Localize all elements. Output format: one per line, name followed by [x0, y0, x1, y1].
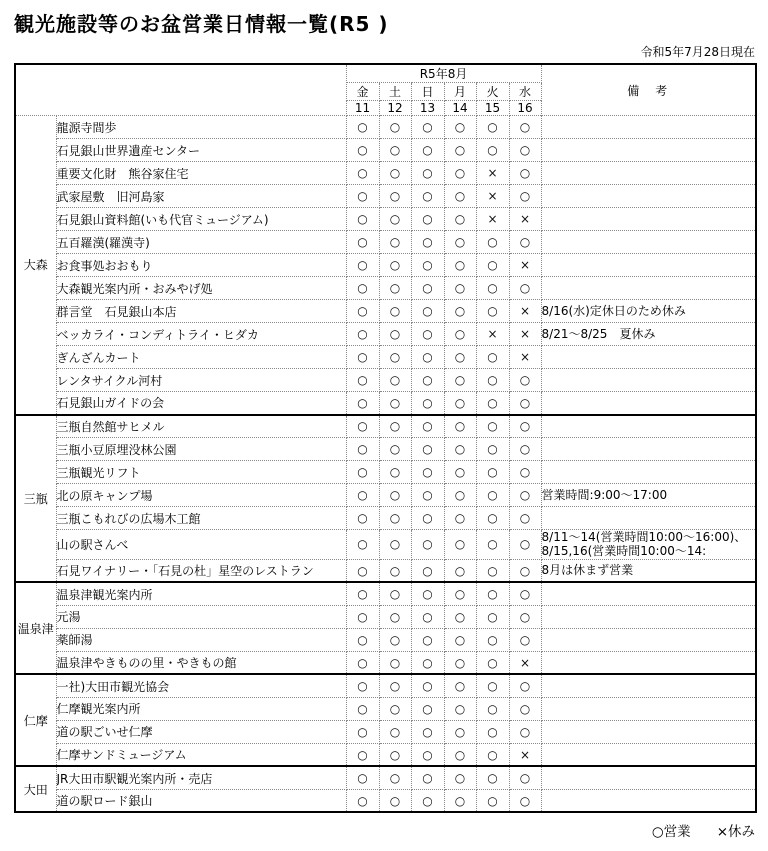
day-mark-cell: ○: [346, 605, 379, 628]
remark-cell: 8月は休まず営業: [541, 559, 756, 582]
day-mark-cell: ○: [346, 484, 379, 507]
facility-row: [15, 766, 756, 789]
area-cell: 温泉津: [15, 582, 56, 674]
facility-name-cell: 一社)大田市観光協会: [56, 674, 346, 697]
day-mark-cell: ○: [476, 766, 509, 789]
day-mark-cell: ×: [509, 254, 541, 277]
remark-cell: [541, 697, 756, 720]
day-mark-cell: ×: [509, 323, 541, 346]
day-mark-cell: ○: [379, 697, 411, 720]
facility-name-cell: 三瓶小豆原埋没林公園: [56, 438, 346, 461]
remark-cell: [541, 743, 756, 766]
facility-row: [15, 231, 756, 254]
day-mark-cell: ○: [379, 323, 411, 346]
day-mark-cell: ○: [444, 789, 476, 812]
day-mark-cell: ○: [444, 507, 476, 530]
day-mark-cell: ○: [476, 139, 509, 162]
day-mark-cell: ○: [444, 559, 476, 582]
facility-row: [15, 697, 756, 720]
legend: [14, 820, 755, 840]
day-mark-cell: ○: [509, 674, 541, 697]
remark-cell: 営業時間:9:00～17:00: [541, 484, 756, 507]
remark-cell: [541, 254, 756, 277]
day-mark-cell: ○: [379, 162, 411, 185]
day-mark-cell: ○: [476, 277, 509, 300]
day-number-cell: 11: [346, 101, 379, 116]
facility-name-cell: 石見銀山資料館(いも代官ミュージアム): [56, 208, 346, 231]
day-mark-cell: ○: [444, 461, 476, 484]
day-mark-cell: ○: [346, 254, 379, 277]
facility-name-cell: 仁摩サンドミュージアム: [56, 743, 346, 766]
business-days-table: [14, 63, 757, 813]
day-mark-cell: ○: [346, 415, 379, 438]
day-mark-cell: ○: [509, 789, 541, 812]
facility-row: [15, 484, 756, 507]
day-mark-cell: ○: [379, 116, 411, 139]
day-mark-cell: ○: [476, 605, 509, 628]
remark-cell: [541, 720, 756, 743]
day-mark-cell: ○: [476, 507, 509, 530]
day-mark-cell: ○: [411, 743, 444, 766]
day-name-cell: 水: [509, 83, 541, 101]
day-mark-cell: ○: [346, 116, 379, 139]
legend-closed: ×休み: [716, 824, 755, 841]
day-mark-cell: ○: [444, 743, 476, 766]
day-mark-cell: ○: [346, 582, 379, 605]
day-mark-cell: ○: [476, 438, 509, 461]
day-mark-cell: ○: [379, 605, 411, 628]
day-mark-cell: ○: [509, 415, 541, 438]
day-mark-cell: ○: [379, 484, 411, 507]
facility-row: [15, 720, 756, 743]
facility-row: [15, 392, 756, 415]
day-mark-cell: ○: [346, 674, 379, 697]
remark-cell: [541, 231, 756, 254]
day-mark-cell: ○: [509, 766, 541, 789]
day-mark-cell: ○: [411, 720, 444, 743]
facility-row: [15, 507, 756, 530]
facility-row: [15, 605, 756, 628]
facility-row: [15, 651, 756, 674]
day-mark-cell: ○: [346, 185, 379, 208]
day-mark-cell: ○: [411, 254, 444, 277]
day-mark-cell: ○: [444, 628, 476, 651]
day-number-cell: 14: [444, 101, 476, 116]
day-mark-cell: ○: [379, 507, 411, 530]
page-title: 観光施設等のお盆営業日情報一覧(R5 ): [14, 12, 389, 36]
day-mark-cell: ○: [509, 162, 541, 185]
remark-cell: 8/16(水)定休日のため休み: [541, 300, 756, 323]
facility-name-cell: 北の原キャンプ場: [56, 484, 346, 507]
day-mark-cell: ○: [411, 438, 444, 461]
day-mark-cell: ○: [476, 484, 509, 507]
facility-name-cell: 大森観光案内所・おみやげ処: [56, 277, 346, 300]
day-mark-cell: ○: [379, 139, 411, 162]
remark-cell: [541, 116, 756, 139]
day-mark-cell: ○: [444, 369, 476, 392]
day-mark-cell: ○: [411, 674, 444, 697]
day-mark-cell: ○: [444, 300, 476, 323]
day-mark-cell: ○: [346, 323, 379, 346]
day-mark-cell: ○: [476, 651, 509, 674]
facility-row: [15, 461, 756, 484]
day-mark-cell: ×: [509, 300, 541, 323]
day-mark-cell: ○: [411, 582, 444, 605]
day-mark-cell: ○: [444, 346, 476, 369]
day-mark-cell: ○: [379, 743, 411, 766]
facility-row: [15, 789, 756, 812]
day-mark-cell: ○: [444, 392, 476, 415]
day-mark-cell: ○: [444, 208, 476, 231]
day-mark-cell: ○: [444, 720, 476, 743]
day-mark-cell: ○: [476, 530, 509, 560]
facility-name-cell: 石見銀山ガイドの会: [56, 392, 346, 415]
day-mark-cell: ○: [444, 766, 476, 789]
facility-row: [15, 415, 756, 438]
facility-row: [15, 530, 756, 560]
facility-row: [15, 674, 756, 697]
day-mark-cell: ○: [444, 139, 476, 162]
remark-cell: [541, 438, 756, 461]
day-mark-cell: ×: [476, 208, 509, 231]
day-mark-cell: ○: [411, 530, 444, 560]
day-mark-cell: ○: [476, 415, 509, 438]
facility-name-cell: 山の駅さんべ: [56, 530, 346, 560]
day-mark-cell: ○: [379, 766, 411, 789]
facility-row: [15, 628, 756, 651]
facility-name-cell: JR大田市駅観光案内所・売店: [56, 766, 346, 789]
day-mark-cell: ○: [509, 277, 541, 300]
day-mark-cell: ○: [346, 139, 379, 162]
table-body: [15, 116, 756, 813]
day-number-cell: 12: [379, 101, 411, 116]
facility-row: [15, 743, 756, 766]
day-mark-cell: ○: [379, 582, 411, 605]
day-mark-cell: ○: [509, 507, 541, 530]
day-mark-cell: ○: [346, 231, 379, 254]
day-mark-cell: ○: [476, 720, 509, 743]
day-mark-cell: ○: [379, 369, 411, 392]
day-mark-cell: ○: [476, 743, 509, 766]
day-mark-cell: ○: [411, 231, 444, 254]
day-mark-cell: ×: [509, 743, 541, 766]
day-mark-cell: ○: [411, 346, 444, 369]
day-mark-cell: ○: [476, 369, 509, 392]
facility-name-cell: 群言堂 石見銀山本店: [56, 300, 346, 323]
day-mark-cell: ○: [509, 231, 541, 254]
facility-row: [15, 559, 756, 582]
day-mark-cell: ○: [411, 628, 444, 651]
day-mark-cell: ○: [444, 231, 476, 254]
day-mark-cell: ○: [476, 392, 509, 415]
facility-name-cell: 元湯: [56, 605, 346, 628]
day-mark-cell: ×: [476, 323, 509, 346]
remark-cell: [541, 208, 756, 231]
day-mark-cell: ○: [379, 720, 411, 743]
day-mark-cell: ○: [411, 651, 444, 674]
day-mark-cell: ○: [379, 208, 411, 231]
day-mark-cell: ○: [379, 254, 411, 277]
remark-cell: [541, 605, 756, 628]
day-mark-cell: ○: [509, 484, 541, 507]
day-mark-cell: ○: [509, 369, 541, 392]
facility-row: [15, 277, 756, 300]
day-mark-cell: ○: [509, 185, 541, 208]
day-mark-cell: ○: [444, 530, 476, 560]
day-mark-cell: ○: [346, 766, 379, 789]
remark-cell: [541, 789, 756, 812]
facility-row: [15, 185, 756, 208]
facility-row: [15, 300, 756, 323]
remark-cell: [541, 369, 756, 392]
facility-name-cell: 道の駅ごいせ仁摩: [56, 720, 346, 743]
area-cell: 三瓶: [15, 415, 56, 583]
facility-name-cell: 武家屋敷 旧河島家: [56, 185, 346, 208]
day-name-cell: 日: [411, 83, 444, 101]
day-mark-cell: ○: [509, 582, 541, 605]
day-mark-cell: ○: [444, 674, 476, 697]
facility-name-cell: 仁摩観光案内所: [56, 697, 346, 720]
day-mark-cell: ○: [444, 651, 476, 674]
day-mark-cell: ○: [444, 415, 476, 438]
day-mark-cell: ×: [509, 651, 541, 674]
remark-cell: [541, 582, 756, 605]
facility-name-cell: ぎんざんカート: [56, 346, 346, 369]
facility-name-cell: 道の駅ロード銀山: [56, 789, 346, 812]
day-mark-cell: ○: [346, 369, 379, 392]
day-mark-cell: ○: [411, 484, 444, 507]
day-name-cell: 金: [346, 83, 379, 101]
remark-cell: [541, 651, 756, 674]
facility-row: [15, 438, 756, 461]
day-mark-cell: ○: [379, 415, 411, 438]
day-mark-cell: ○: [379, 628, 411, 651]
remark-cell: [541, 415, 756, 438]
facility-row: [15, 323, 756, 346]
facility-name-cell: 五百羅漢(羅漢寺): [56, 231, 346, 254]
day-mark-cell: ×: [509, 346, 541, 369]
day-mark-cell: ○: [379, 789, 411, 812]
day-mark-cell: ○: [411, 461, 444, 484]
facility-name-cell: 石見ワイナリー・「石見の杜」星空のレストラン: [56, 559, 346, 582]
day-mark-cell: ○: [346, 559, 379, 582]
facility-row: [15, 139, 756, 162]
corner-cell: [15, 64, 346, 116]
remark-cell: [541, 766, 756, 789]
day-mark-cell: ×: [476, 162, 509, 185]
month-header: R5年8月: [346, 64, 541, 83]
header-row-month: [15, 64, 756, 83]
day-mark-cell: ○: [379, 392, 411, 415]
remark-cell: [541, 185, 756, 208]
facility-row: [15, 254, 756, 277]
facility-row: [15, 369, 756, 392]
day-mark-cell: ○: [444, 605, 476, 628]
day-mark-cell: ○: [444, 162, 476, 185]
day-name-cell: 月: [444, 83, 476, 101]
day-mark-cell: ○: [411, 185, 444, 208]
day-mark-cell: ○: [476, 461, 509, 484]
day-mark-cell: ○: [509, 530, 541, 560]
remark-cell: [541, 392, 756, 415]
day-mark-cell: ○: [444, 582, 476, 605]
day-mark-cell: ○: [476, 231, 509, 254]
day-mark-cell: ○: [346, 438, 379, 461]
area-cell: 大森: [15, 116, 56, 415]
day-mark-cell: ○: [346, 392, 379, 415]
day-mark-cell: ○: [411, 300, 444, 323]
day-mark-cell: ○: [444, 438, 476, 461]
day-mark-cell: ○: [509, 559, 541, 582]
facility-row: [15, 582, 756, 605]
day-mark-cell: ○: [346, 697, 379, 720]
day-mark-cell: ○: [509, 139, 541, 162]
day-mark-cell: ○: [411, 277, 444, 300]
facility-name-cell: お食事処おおもり: [56, 254, 346, 277]
remark-cell: [541, 162, 756, 185]
day-mark-cell: ○: [411, 697, 444, 720]
day-number-cell: 13: [411, 101, 444, 116]
area-cell: 仁摩: [15, 674, 56, 766]
day-mark-cell: ○: [444, 697, 476, 720]
day-mark-cell: ○: [476, 674, 509, 697]
as-of-date: 令和5年7月28日現在: [640, 45, 755, 59]
facility-row: [15, 208, 756, 231]
facility-name-cell: レンタサイクル河村: [56, 369, 346, 392]
day-mark-cell: ○: [509, 438, 541, 461]
day-mark-cell: ○: [476, 116, 509, 139]
facility-name-cell: 重要文化財 熊谷家住宅: [56, 162, 346, 185]
day-mark-cell: ○: [379, 231, 411, 254]
day-mark-cell: ○: [379, 185, 411, 208]
remarks-header: 備 考: [541, 64, 756, 116]
day-mark-cell: ○: [509, 720, 541, 743]
day-number-cell: 16: [509, 101, 541, 116]
day-mark-cell: ○: [509, 697, 541, 720]
day-name-cell: 土: [379, 83, 411, 101]
day-mark-cell: ○: [476, 697, 509, 720]
facility-name-cell: 三瓶自然館サヒメル: [56, 415, 346, 438]
day-mark-cell: ○: [379, 438, 411, 461]
day-mark-cell: ○: [411, 392, 444, 415]
day-mark-cell: ○: [411, 605, 444, 628]
day-mark-cell: ○: [444, 116, 476, 139]
day-mark-cell: ○: [346, 346, 379, 369]
day-mark-cell: ○: [476, 559, 509, 582]
remark-cell: [541, 139, 756, 162]
remark-cell: [541, 674, 756, 697]
day-mark-cell: ○: [476, 300, 509, 323]
day-mark-cell: ○: [509, 116, 541, 139]
day-mark-cell: ○: [346, 300, 379, 323]
day-mark-cell: ○: [379, 674, 411, 697]
day-mark-cell: ○: [411, 162, 444, 185]
day-mark-cell: ○: [411, 208, 444, 231]
day-mark-cell: ○: [379, 346, 411, 369]
area-cell: 大田: [15, 766, 56, 812]
remark-cell: 8/21～8/25 夏休み: [541, 323, 756, 346]
day-mark-cell: ○: [509, 392, 541, 415]
day-mark-cell: ○: [411, 116, 444, 139]
day-mark-cell: ○: [411, 415, 444, 438]
facility-name-cell: ベッカライ・コンディトライ・ヒダカ: [56, 323, 346, 346]
facility-name-cell: 薬師湯: [56, 628, 346, 651]
day-mark-cell: ○: [346, 743, 379, 766]
day-mark-cell: ○: [346, 651, 379, 674]
facility-row: [15, 346, 756, 369]
day-mark-cell: ○: [379, 461, 411, 484]
day-mark-cell: ○: [346, 507, 379, 530]
facility-name-cell: 龍源寺間歩: [56, 116, 346, 139]
day-mark-cell: ○: [346, 720, 379, 743]
day-mark-cell: ○: [476, 254, 509, 277]
legend-open: ○営業: [651, 824, 691, 841]
day-mark-cell: ○: [411, 559, 444, 582]
day-mark-cell: ○: [346, 162, 379, 185]
day-mark-cell: ×: [509, 208, 541, 231]
day-mark-cell: ○: [444, 185, 476, 208]
day-mark-cell: ○: [411, 789, 444, 812]
day-mark-cell: ○: [476, 628, 509, 651]
day-mark-cell: ○: [346, 789, 379, 812]
day-name-cell: 火: [476, 83, 509, 101]
facility-row: [15, 162, 756, 185]
facility-name-cell: 三瓶こもれびの広場木工館: [56, 507, 346, 530]
facility-name-cell: 温泉津やきものの里・やきもの館: [56, 651, 346, 674]
day-mark-cell: ○: [509, 628, 541, 651]
day-mark-cell: ○: [476, 789, 509, 812]
day-mark-cell: ○: [346, 461, 379, 484]
remark-cell: [541, 461, 756, 484]
day-mark-cell: ×: [476, 185, 509, 208]
day-mark-cell: ○: [509, 605, 541, 628]
day-mark-cell: ○: [346, 530, 379, 560]
facility-name-cell: 三瓶観光リフト: [56, 461, 346, 484]
day-mark-cell: ○: [444, 277, 476, 300]
day-mark-cell: ○: [509, 461, 541, 484]
day-number-cell: 15: [476, 101, 509, 116]
remark-cell: [541, 346, 756, 369]
day-mark-cell: ○: [411, 139, 444, 162]
facility-name-cell: 石見銀山世界遺産センター: [56, 139, 346, 162]
day-mark-cell: ○: [379, 530, 411, 560]
remark-cell: [541, 628, 756, 651]
day-mark-cell: ○: [346, 277, 379, 300]
day-mark-cell: ○: [476, 582, 509, 605]
facility-name-cell: 温泉津観光案内所: [56, 582, 346, 605]
day-mark-cell: ○: [411, 369, 444, 392]
day-mark-cell: ○: [379, 559, 411, 582]
remark-cell: 8/11～14(営業時間10:00～16:00)、8/15,16(営業時間10:00～14:: [541, 530, 756, 560]
day-mark-cell: ○: [411, 507, 444, 530]
day-mark-cell: ○: [346, 208, 379, 231]
day-mark-cell: ○: [379, 277, 411, 300]
remark-cell: [541, 277, 756, 300]
remark-cell: [541, 507, 756, 530]
day-mark-cell: ○: [411, 766, 444, 789]
day-mark-cell: ○: [476, 346, 509, 369]
day-mark-cell: ○: [379, 651, 411, 674]
day-mark-cell: ○: [411, 323, 444, 346]
facility-row: [15, 116, 756, 139]
day-mark-cell: ○: [444, 323, 476, 346]
day-mark-cell: ○: [444, 484, 476, 507]
day-mark-cell: ○: [346, 628, 379, 651]
day-mark-cell: ○: [444, 254, 476, 277]
day-mark-cell: ○: [379, 300, 411, 323]
